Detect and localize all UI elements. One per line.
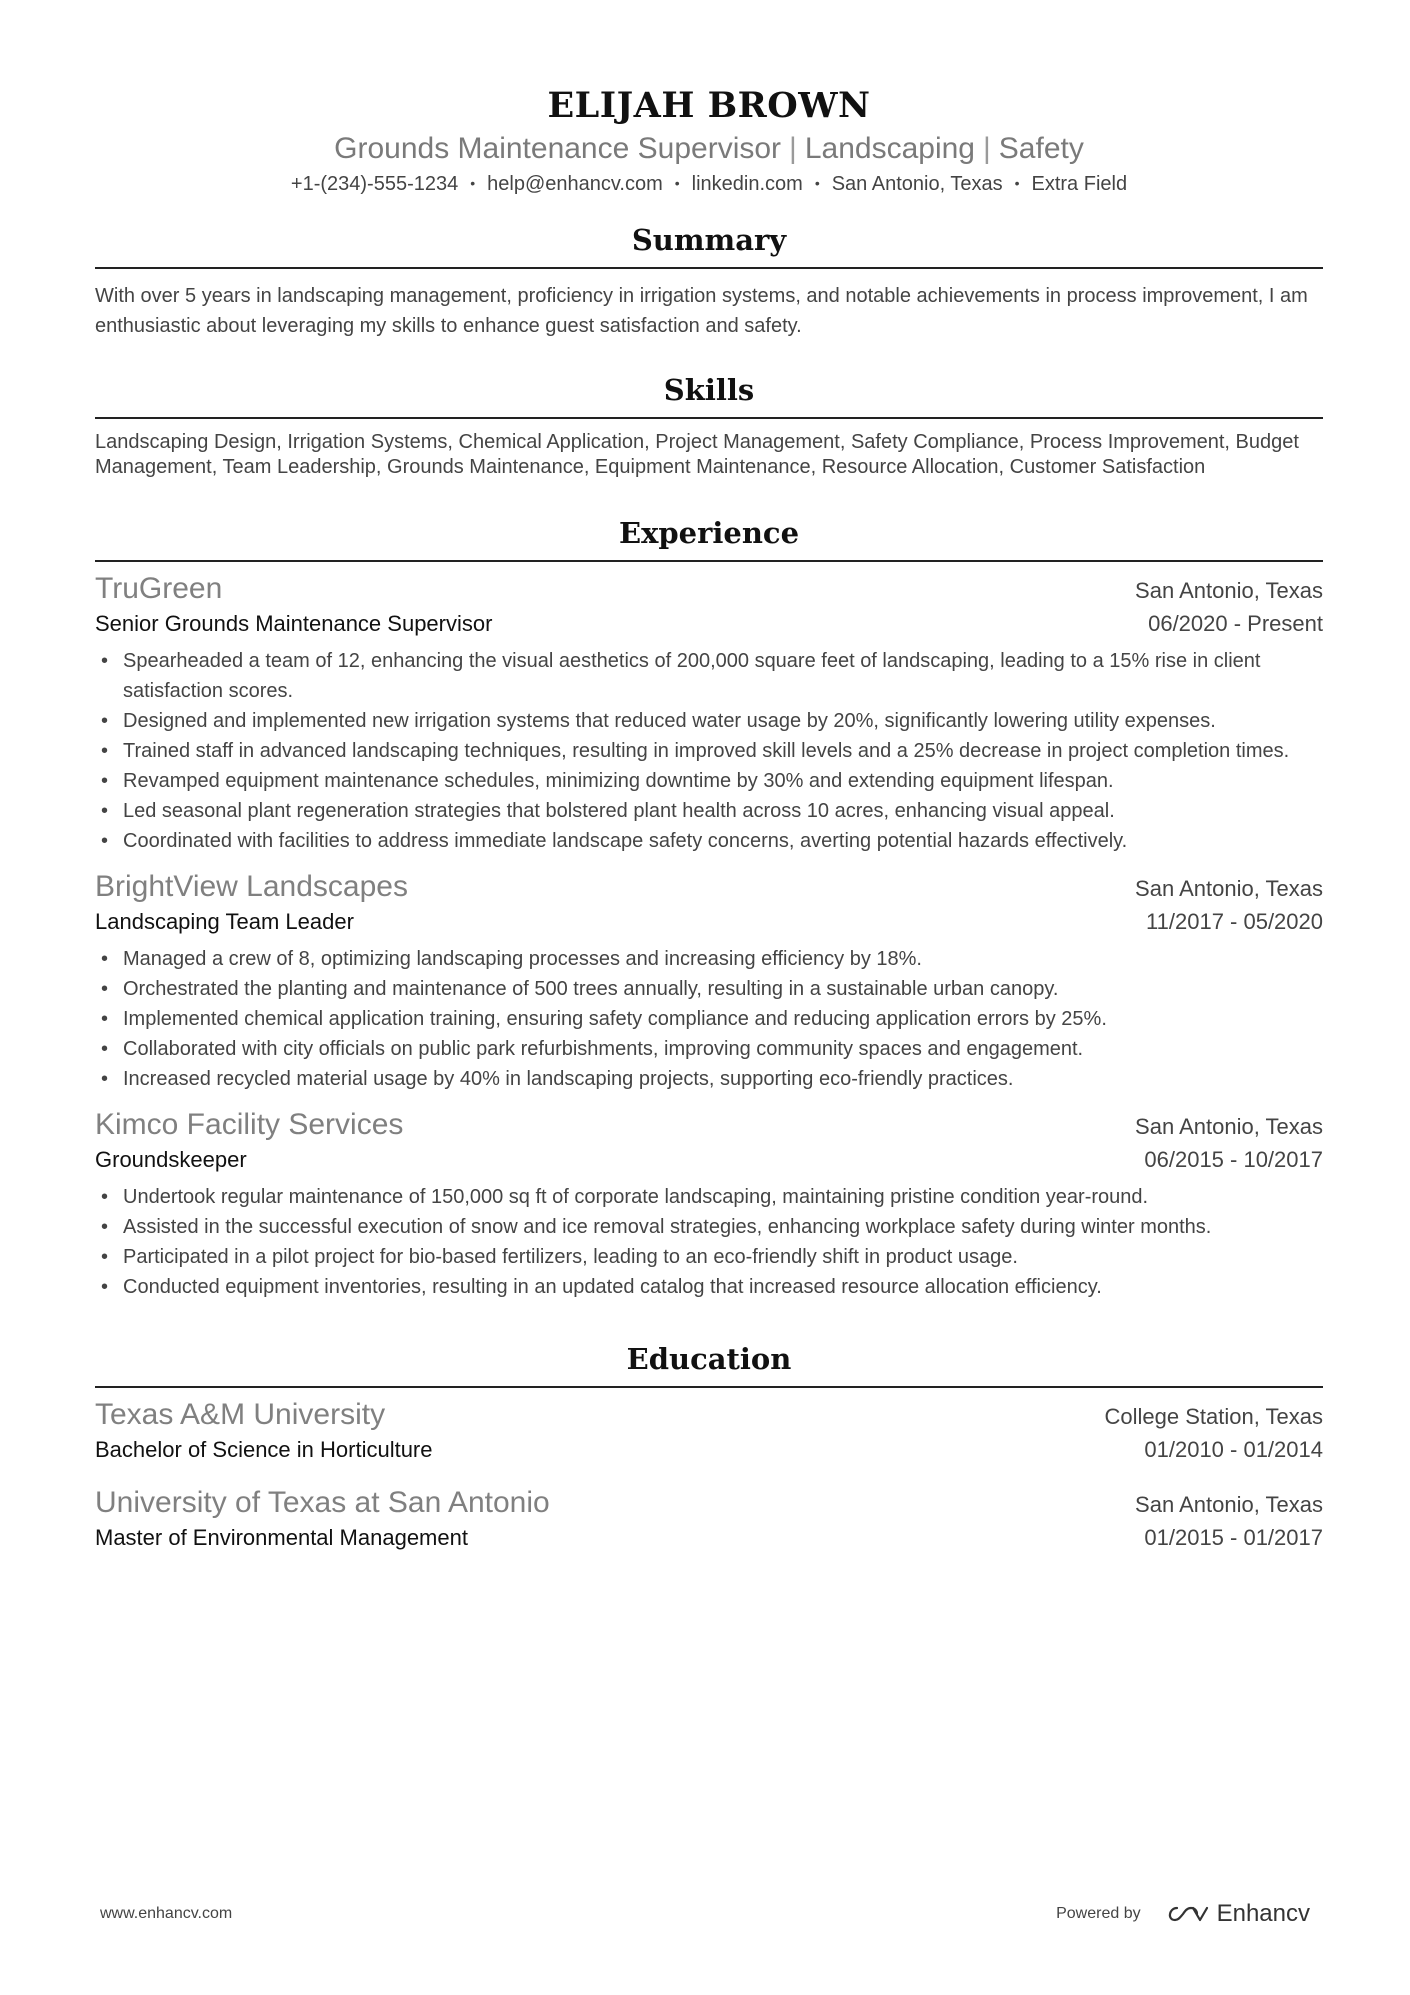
experience-section [95, 514, 1323, 1302]
brand-name: Enhancv [1216, 1900, 1310, 1927]
contact-line [95, 170, 1323, 199]
bullet-item: • Trained staff in advanced landscaping techniques, resulting in improved skill levels and a 25% decrease in project completion times. [95, 736, 1323, 766]
title-separator: | [789, 132, 797, 165]
bullet-item: • Implemented chemical application training, ensuring safety compliance and reducing application errors by 25%. [95, 1004, 1323, 1034]
title-separator: | [983, 132, 991, 165]
powered-by-label: Powered by [1056, 1905, 1141, 1922]
school-location: College Station, Texas [1104, 1404, 1323, 1429]
job-dates: 06/2020 - Present [1148, 611, 1323, 636]
experience-entry [95, 868, 1323, 1094]
contact-linkedin[interactable]: linkedin.com [691, 173, 803, 195]
company-name: BrightView Landscapes [95, 870, 408, 903]
job-role: Groundskeeper [95, 1147, 247, 1172]
job-bullets [95, 1182, 1323, 1302]
bullet-item: • Collaborated with city officials on public park refurbishments, improving community spaces and engagement. [95, 1034, 1323, 1064]
job-bullets [95, 944, 1323, 1094]
education-dates: 01/2015 - 01/2017 [1144, 1525, 1323, 1550]
bullet-item: • Revamped equipment maintenance schedules, minimizing downtime by 30% and extending equipment lifespan. [95, 766, 1323, 796]
bullet-item: • Spearheaded a team of 12, enhancing the visual aesthetics of 200,000 square feet of landscaping, leading to a 15% rise in client satisfaction scores. [95, 646, 1323, 706]
school-location: San Antonio, Texas [1135, 1492, 1323, 1517]
candidate-title [95, 129, 1323, 169]
job-location: San Antonio, Texas [1135, 1114, 1323, 1139]
bullet-item: • Increased recycled material usage by 40% in landscaping projects, supporting eco-friendly practices. [95, 1064, 1323, 1094]
contact-separator: • [470, 175, 476, 191]
experience-entry [95, 1106, 1323, 1302]
job-dates: 11/2017 - 05/2020 [1146, 909, 1323, 934]
contact-phone: +1-(234)-555-1234 [290, 173, 459, 195]
contact-email[interactable]: help@enhancv.com [487, 173, 663, 195]
contact-separator: • [814, 175, 820, 191]
job-bullets [95, 646, 1323, 856]
skills-text: Landscaping Design, Irrigation Systems, Chemical Application, Project Management, Safety Compliance, Process Improvement, Budget Management, Team Leadership, Grounds Maintenance, Equipment Maintenance, Resource Allocation, Customer Satisfaction [95, 431, 1299, 478]
resume-page [95, 0, 1323, 1554]
bullet-item: • Undertook regular maintenance of 150,000 sq ft of corporate landscaping, maintaining pristine condition year-round. [95, 1182, 1323, 1212]
degree-name: Bachelor of Science in Horticulture [95, 1437, 433, 1462]
contact-separator: • [674, 175, 680, 191]
experience-entry [95, 570, 1323, 856]
resume-header [95, 0, 1323, 199]
footer-website-link[interactable]: www.enhancv.com [100, 1905, 233, 1922]
title-part: Grounds Maintenance Supervisor [334, 132, 782, 165]
bullet-item: • Conducted equipment inventories, resulting in an updated catalog that increased resource allocation efficiency. [95, 1272, 1323, 1302]
title-part: Safety [998, 132, 1084, 165]
summary-section [95, 221, 1323, 341]
job-role: Landscaping Team Leader [95, 909, 354, 934]
page-footer [100, 1900, 1310, 1928]
contact-separator: • [1014, 175, 1020, 191]
enhancv-logo-icon [1163, 1902, 1211, 1926]
degree-name: Master of Environmental Management [95, 1525, 468, 1550]
job-dates: 06/2015 - 10/2017 [1144, 1147, 1323, 1172]
bullet-item: • Coordinated with facilities to address immediate landscape safety concerns, averting potential hazards effectively. [95, 826, 1323, 856]
skills-section [95, 371, 1323, 480]
candidate-name: ELIJAH BROWN [547, 85, 871, 126]
contact-location: San Antonio, Texas [831, 173, 1003, 195]
company-name: Kimco Facility Services [95, 1108, 404, 1141]
school-name: University of Texas at San Antonio [95, 1486, 550, 1519]
summary-text: With over 5 years in landscaping management, proficiency in irrigation systems, and notable achievements in process improvement, I am enthusiastic about leveraging my skills to enhance guest satisfaction and safety. [95, 285, 1308, 337]
education-dates: 01/2010 - 01/2014 [1144, 1437, 1323, 1462]
bullet-item: • Assisted in the successful execution of snow and ice removal strategies, enhancing workplace safety during winter months. [95, 1212, 1323, 1242]
education-section [95, 1340, 1323, 1554]
education-entry [95, 1484, 1323, 1554]
footer-brand [1056, 1900, 1310, 1928]
title-part: Landscaping [804, 132, 975, 165]
section-heading: Skills [95, 371, 1323, 419]
school-name: Texas A&M University [95, 1398, 386, 1431]
job-role: Senior Grounds Maintenance Supervisor [95, 611, 493, 636]
education-entry [95, 1396, 1323, 1466]
bullet-item: • Participated in a pilot project for bio-based fertilizers, leading to an eco-friendly shift in product usage. [95, 1242, 1323, 1272]
section-heading: Summary [95, 221, 1323, 269]
contact-extra: Extra Field [1031, 173, 1128, 195]
bullet-item: • Orchestrated the planting and maintenance of 500 trees annually, resulting in a sustainable urban canopy. [95, 974, 1323, 1004]
enhancv-logo[interactable] [1163, 1900, 1310, 1928]
bullet-item: • Designed and implemented new irrigation systems that reduced water usage by 20%, significantly lowering utility expenses. [95, 706, 1323, 736]
bullet-item: • Managed a crew of 8, optimizing landscaping processes and increasing efficiency by 18%. [95, 944, 1323, 974]
job-location: San Antonio, Texas [1135, 578, 1323, 603]
bullet-item: • Led seasonal plant regeneration strategies that bolstered plant health across 10 acres, enhancing visual appeal. [95, 796, 1323, 826]
company-name: TruGreen [95, 572, 223, 605]
section-heading: Education [95, 1340, 1323, 1388]
job-location: San Antonio, Texas [1135, 876, 1323, 901]
section-heading: Experience [95, 514, 1323, 562]
